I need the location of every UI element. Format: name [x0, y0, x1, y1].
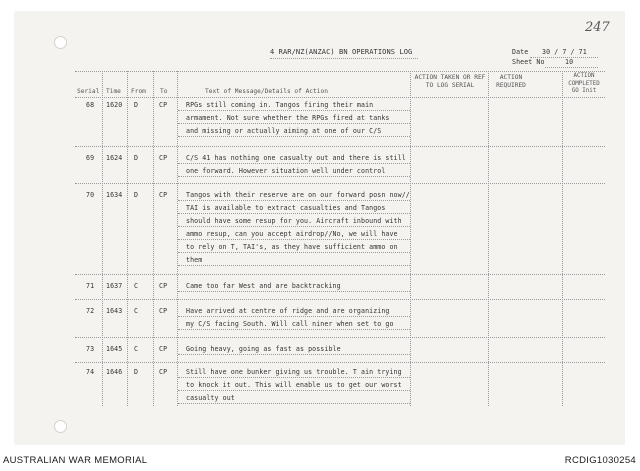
footer-archive-name: AUSTRALIAN WAR MEMORIAL	[3, 455, 148, 466]
text-rule	[178, 265, 410, 266]
entry-text-line: should have some resup for you. Aircraft inbound with	[186, 217, 402, 225]
entry-text-line: C/S 41 has nothing one casualty out and there is still	[186, 154, 406, 162]
punch-hole-bottom	[54, 420, 67, 433]
text-rule	[178, 163, 410, 164]
row-separator	[75, 337, 605, 338]
row-separator	[75, 146, 605, 147]
text-rule	[178, 316, 410, 317]
col-header-time: Time	[106, 88, 121, 95]
header-bottom-border	[75, 97, 605, 98]
divider-time-from	[127, 71, 128, 406]
divider-from-to	[153, 71, 154, 406]
entry-time: 1646	[106, 368, 123, 376]
divider-required-completed	[562, 71, 563, 406]
row-separator	[75, 183, 605, 184]
entry-time: 1624	[106, 154, 123, 162]
text-rule	[178, 252, 410, 253]
entry-text-line: ammo resup, can you accept airdrop//No, we will have	[186, 230, 398, 238]
entry-serial: 72	[86, 307, 95, 315]
sheet-label: Sheet No	[512, 58, 545, 66]
col-header-serial: Serial	[77, 88, 100, 95]
entry-serial: 70	[86, 191, 95, 199]
text-rule	[178, 213, 410, 214]
entry-text-line: Came too far West and are backtracking	[186, 282, 341, 290]
sheet-underline	[545, 67, 598, 68]
footer-document-id: RCDIG1030254	[564, 455, 636, 466]
text-rule	[178, 123, 410, 124]
entry-time: 1645	[106, 345, 123, 353]
date-value: 30 / 7 / 71	[542, 48, 587, 56]
entry-serial: 74	[86, 368, 95, 376]
text-rule	[178, 390, 410, 391]
col-header-action-taken: ACTION TAKEN OR REF TO LOG SERIAL	[414, 74, 486, 89]
entry-from: D	[134, 154, 139, 162]
text-rule	[178, 354, 410, 355]
text-rule	[178, 329, 410, 330]
entry-text-line: Tangos with their reserve are on our forward posn now//	[186, 191, 410, 199]
entry-text-line: my C/S facing South. Will call niner when set to go	[186, 320, 394, 328]
entry-to: CP	[159, 307, 168, 315]
row-separator	[75, 299, 605, 300]
sheet-value: 10	[565, 58, 574, 66]
entry-to: CP	[159, 101, 168, 109]
entry-serial: 68	[86, 101, 95, 109]
entry-serial: 73	[86, 345, 95, 353]
punch-hole-top	[54, 36, 67, 49]
entry-serial: 69	[86, 154, 95, 162]
col-header-action-completed: ACTION COMPLETED GO Init	[568, 73, 600, 94]
entry-from: C	[134, 307, 139, 315]
col-header-from: From	[131, 88, 146, 95]
entry-text-line: them	[186, 256, 203, 264]
text-rule	[178, 403, 410, 404]
entry-from: D	[134, 368, 139, 376]
date-label: Date	[512, 48, 529, 56]
text-rule	[178, 226, 410, 227]
text-rule	[178, 200, 410, 201]
log-title: 4 RAR/NZ(ANZAC) BN OPERATIONS LOG	[270, 48, 413, 56]
handwritten-page-number: 247	[585, 20, 610, 35]
log-sheet	[15, 12, 624, 444]
entry-text-line: and missing or actually aiming at one of our C/S	[186, 127, 382, 135]
text-rule	[178, 377, 410, 378]
entry-text-line: Still have one bunker giving us trouble. T ain trying	[186, 368, 402, 376]
entry-to: CP	[159, 368, 168, 376]
row-separator	[75, 362, 605, 363]
entry-text-line: casualty out	[186, 394, 235, 402]
text-rule	[178, 176, 410, 177]
entry-text-line: one forward. However situation well under control	[186, 167, 386, 175]
entry-text-line: armament. Not sure whether the RPGs fired at tanks	[186, 114, 390, 122]
entry-text-line: TAI is available to extract casualties and Tangos	[186, 204, 386, 212]
entry-time: 1637	[106, 282, 123, 290]
entry-time: 1643	[106, 307, 123, 315]
entry-text-line: to knock it out. This will enable us to get our worst	[186, 381, 402, 389]
entry-text-line: Going heavy, going as fast as possible	[186, 345, 341, 353]
entry-to: CP	[159, 345, 168, 353]
col-header-text: Text of Message/Details of Action	[205, 88, 328, 95]
text-rule	[178, 136, 410, 137]
divider-serial-time	[102, 71, 103, 406]
entry-time: 1634	[106, 191, 123, 199]
entry-from: C	[134, 345, 139, 353]
entry-from: D	[134, 191, 139, 199]
entry-text-line: to rely on T, TAI's, as they have sufficient ammo on	[186, 243, 398, 251]
col-header-to: To	[160, 88, 168, 95]
entry-from: C	[134, 282, 139, 290]
text-rule	[178, 110, 410, 111]
entry-time: 1620	[106, 101, 123, 109]
table-top-border	[75, 71, 605, 72]
entry-text-line: RPGs still coming in. Tangos firing their main	[186, 101, 374, 109]
entry-from: D	[134, 101, 139, 109]
text-rule	[178, 291, 410, 292]
row-separator	[75, 274, 605, 275]
divider-action-taken-required	[488, 71, 489, 406]
col-header-action-required: ACTION REQUIRED	[496, 74, 526, 89]
entry-to: CP	[159, 282, 168, 290]
title-underline	[270, 58, 418, 59]
entry-text-line: Have arrived at centre of ridge and are organizing	[186, 307, 390, 315]
divider-text-action-taken	[410, 71, 411, 406]
entry-serial: 71	[86, 282, 95, 290]
text-rule	[178, 239, 410, 240]
entry-to: CP	[159, 191, 168, 199]
entry-to: CP	[159, 154, 168, 162]
